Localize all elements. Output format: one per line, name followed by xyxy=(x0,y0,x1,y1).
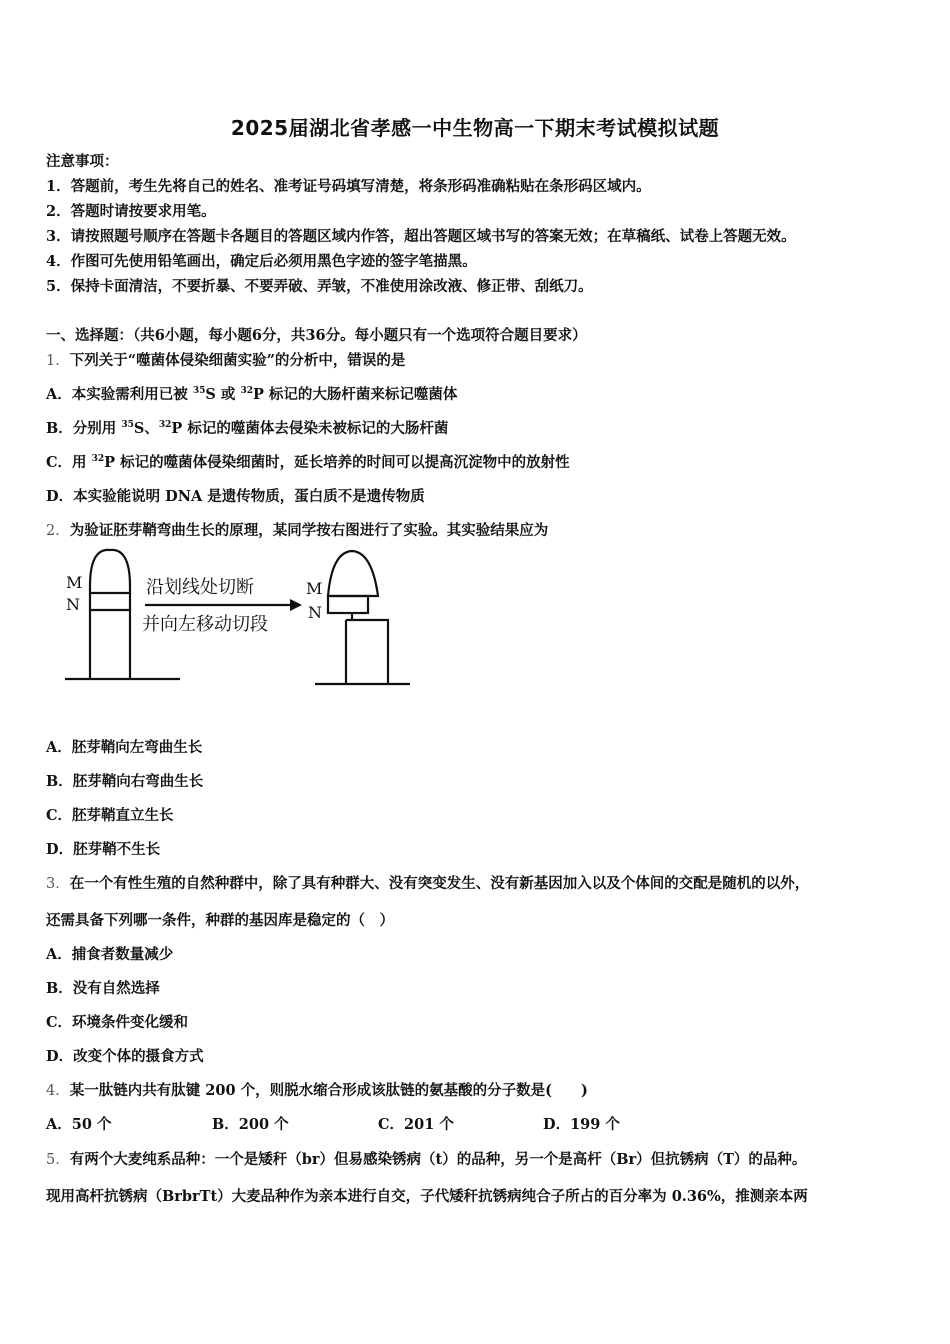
q3-option: C．环境条件变化缓和 xyxy=(46,1014,189,1031)
q4-option: D．199 个 xyxy=(543,1116,620,1133)
q3-option: B．没有自然选择 xyxy=(46,980,160,997)
label-m-right: M xyxy=(306,579,323,598)
notes-item: 2．答题时请按要求用笔。 xyxy=(46,203,216,220)
question-5-cont: 现用高杆抗锈病（BrbrTt）大麦品种作为亲本进行自交，子代矮秆抗锈病纯合子所占的百分率为 0.36%，推测亲本两 xyxy=(46,1188,808,1205)
question-number: 4． xyxy=(46,1083,70,1099)
label-n-right: N xyxy=(308,603,322,622)
coleoptile-tip xyxy=(328,551,378,596)
question-stem: 某一肽链内共有肽键 200 个，则脱水缩合形成该肽链的氨基酸的分子数是( ) xyxy=(69,1082,588,1099)
q3-option: A．捕食者数量减少 xyxy=(46,946,174,963)
q3-option: D．改变个体的摄食方式 xyxy=(46,1048,204,1065)
question-5 xyxy=(46,1150,806,1170)
notes-item: 1．答题前，考生先将自己的姓名、准考证号码填写清楚，将条形码准确粘贴在条形码区域内。 xyxy=(46,178,651,195)
q1-option-a: A．本实验需利用已被 $^{35}$S 或 $^{32}$P 标记的大肠杆菌来标记噬菌体 xyxy=(46,386,458,403)
notes-heading: 注意事项： xyxy=(46,153,119,170)
question-stem: 为验证胚芽鞘弯曲生长的原理，某同学按右图进行了实验。其实验结果应为 xyxy=(69,522,549,539)
coleoptile-figure xyxy=(60,548,420,698)
moved-segment xyxy=(328,596,368,613)
question-stem: 下列关于“噬菌体侵染细菌实验”的分析中，错误的是 xyxy=(69,352,406,369)
question-3-cont: 还需具备下列哪一条件，种群的基因库是稳定的（ ） xyxy=(46,912,394,929)
coleoptile-left xyxy=(90,550,130,679)
question-2 xyxy=(46,521,548,541)
q2-option: B．胚芽鞘向右弯曲生长 xyxy=(46,773,204,790)
notes-item: 3．请按照题号顺序在答题卡各题目的答题区域内作答，超出答题区域书写的答案无效；在草稿纸、试卷上答题无效。 xyxy=(46,228,796,245)
section-heading: 一、选择题：（共6小题，每小题6分，共36分。每小题只有一个选项符合题目要求） xyxy=(46,327,587,344)
question-3 xyxy=(46,874,809,894)
q4-option: A．50 个 xyxy=(46,1116,112,1133)
q4-option: B．200 个 xyxy=(212,1116,289,1133)
q2-option: C．胚芽鞘直立生长 xyxy=(46,807,174,824)
question-stem: 在一个有性生殖的自然种群中，除了具有种群大、没有突变发生、没有新基因加入以及个体间的交配是随机的以外， xyxy=(69,875,810,892)
question-number: 1． xyxy=(46,353,70,369)
question-number: 2． xyxy=(46,523,70,539)
q2-option: A．胚芽鞘向左弯曲生长 xyxy=(46,739,203,756)
q1-option-c: C．用 $^{32}$P 标记的噬菌体侵染细菌时，延长培养的时间可以提高沉淀物中的放射性 xyxy=(46,454,570,471)
notes-item: 5．保持卡面清洁，不要折暴、不要弄破、弄皱，不准使用涂改液、修正带、刮纸刀。 xyxy=(46,278,593,295)
question-number: 5． xyxy=(46,1152,70,1168)
coleoptile-right-base xyxy=(346,613,388,684)
q1-option-d: D．本实验能说明 DNA 是遗传物质，蛋白质不是遗传物质 xyxy=(46,488,425,505)
question-stem: 有两个大麦纯系品种：一个是矮秆（br）但易感染锈病（t）的品种，另一个是高杆（Br）但抗锈病（T）的品种。 xyxy=(69,1151,807,1168)
question-number: 3． xyxy=(46,876,70,892)
question-1 xyxy=(46,351,405,371)
arrow-label-top: 沿划线处切断 xyxy=(146,577,254,598)
question-4 xyxy=(46,1081,588,1101)
label-m-left: M xyxy=(66,573,83,592)
notes-item: 4．作图可先使用铅笔画出，确定后必须用黑色字迹的签字笔描黑。 xyxy=(46,253,477,270)
q4-option: C．201 个 xyxy=(378,1116,454,1133)
label-n-left: N xyxy=(66,595,80,614)
arrow-label-bottom: 并向左移动切段 xyxy=(142,614,268,635)
q1-option-b: B．分别用 $^{35}$S、$^{32}$P 标记的噬菌体去侵染未被标记的大肠杆菌 xyxy=(46,420,449,437)
q2-option: D．胚芽鞘不生长 xyxy=(46,841,161,858)
page-title: 2025届湖北省孝感一中生物高一下期末考试模拟试题 xyxy=(230,116,720,140)
arrow-head-icon xyxy=(290,599,302,611)
